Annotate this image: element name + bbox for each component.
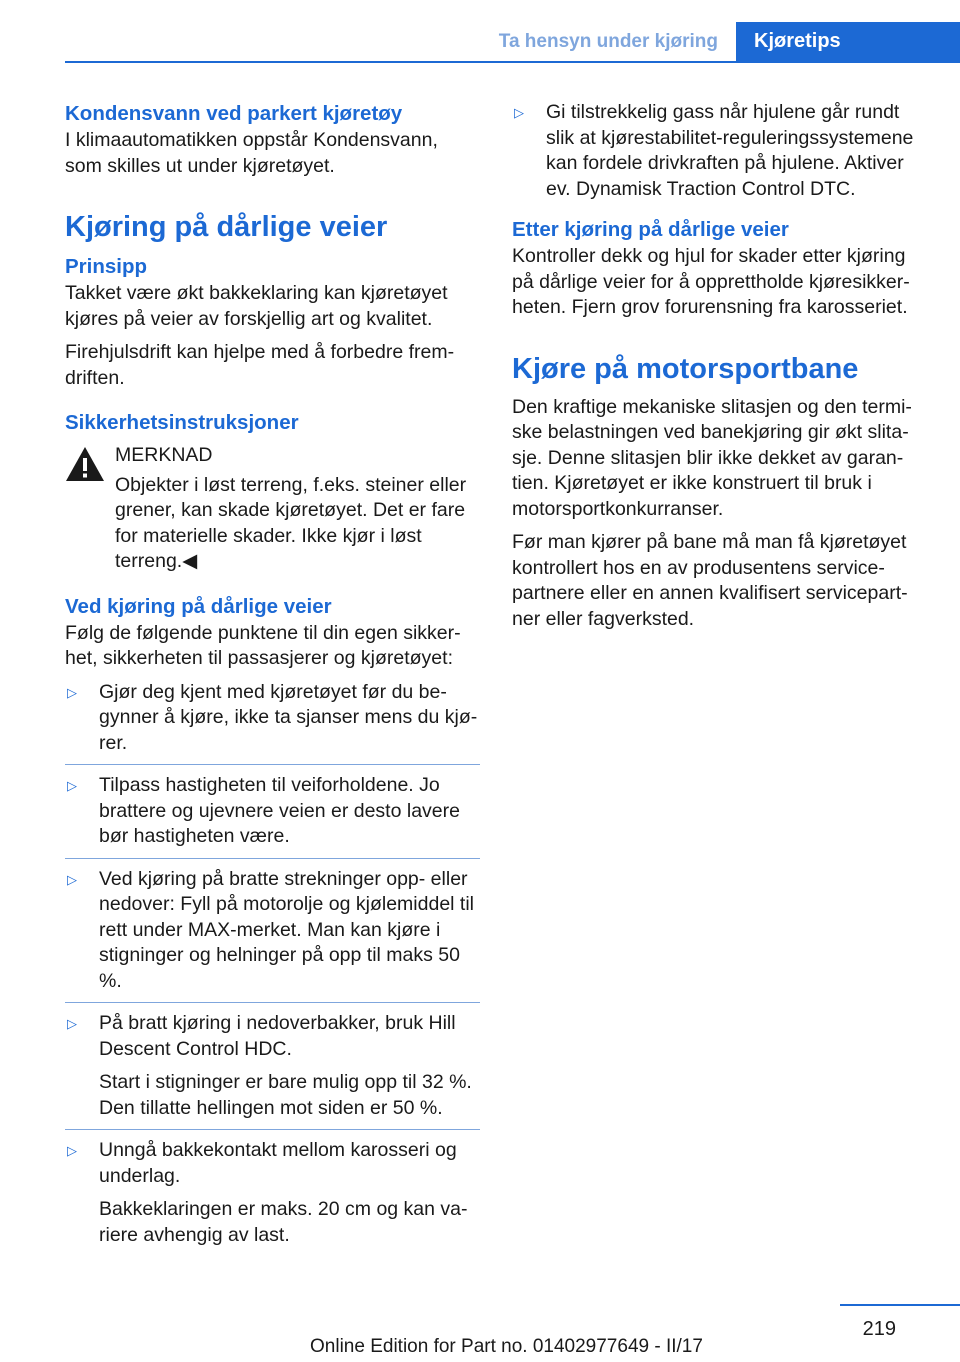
list-item-text: Unngå bakkekontakt mellom karosseri og underlag. bbox=[99, 1139, 457, 1187]
principle-text-2: Firehjulsdrift kan hjelpe med å forbedre frem- driften. bbox=[65, 341, 455, 389]
bad-roads-heading: Ved kjøring på dårlige veier bbox=[65, 594, 332, 618]
after-bad-roads-section bbox=[512, 216, 927, 321]
right-column bbox=[512, 100, 927, 640]
edition-footer: Online Edition for Part no. 01402977649 - II/17 bbox=[310, 1336, 703, 1357]
list-item bbox=[65, 680, 480, 757]
safety-section bbox=[65, 409, 480, 575]
bad-roads-intro: Følg de følgende punktene til din egen sikker- het, sikkerheten til passasjerer og kjøretøyet: bbox=[65, 621, 461, 669]
motorsport-text-2: Før man kjører på bane må man få kjøretøyet kontrollert hos en av produsentens service- partnere eller en annen kvalifisert servicepart- ner eller fagverksted. bbox=[512, 531, 908, 630]
motorsport-heading: Kjøre på motorsportbane bbox=[512, 352, 859, 385]
list-item bbox=[65, 867, 480, 995]
principle-heading: Prinsipp bbox=[65, 255, 148, 278]
page-number: 219 bbox=[862, 1318, 896, 1340]
list-item bbox=[512, 100, 927, 202]
chapter-tab: Kjøretips bbox=[736, 22, 960, 62]
list-divider bbox=[65, 1002, 480, 1003]
header-rule bbox=[65, 61, 960, 63]
notice-label: MERKNAD bbox=[115, 444, 213, 466]
footer-rule bbox=[840, 1304, 960, 1306]
list-item-text: Tilpass hastigheten til veiforholdene. Jo brattere og ujevnere veien er desto lavere bør hastigheten være. bbox=[99, 774, 460, 847]
main-heading: Kjøring på dårlige veier bbox=[65, 211, 388, 243]
triangle-bullet-icon: ▷ bbox=[67, 871, 77, 887]
condensation-section bbox=[65, 100, 480, 179]
list-item-text: Gjør deg kjent med kjøretøyet før du be- gynner å kjøre, ikke ta sjanser mens du kjø- rer. bbox=[99, 680, 478, 754]
list-divider bbox=[65, 858, 480, 859]
left-column bbox=[65, 100, 480, 1256]
condensation-text: I klimaautomatikken oppstår Kondensvann, som skilles ut under kjøretøyet. bbox=[65, 129, 438, 177]
after-bad-roads-text: Kontroller dekk og hjul for skader etter kjøring på dårlige veier for å opprettholde kjøresikker- heten. Fjern grov forurensning fra karosseriet. bbox=[512, 245, 910, 318]
triangle-bullet-icon: ▷ bbox=[67, 684, 77, 700]
after-bad-roads-heading: Etter kjøring på dårlige veier bbox=[512, 218, 789, 241]
list-divider bbox=[65, 1129, 480, 1130]
triangle-bullet-icon: ▷ bbox=[67, 778, 77, 793]
triangle-bullet-icon: ▷ bbox=[514, 105, 524, 120]
list-item bbox=[65, 1138, 480, 1248]
condensation-heading: Kondensvann ved parkert kjøretøy bbox=[65, 102, 403, 125]
triangle-bullet-icon: ▷ bbox=[67, 1143, 77, 1158]
list-item-text: På bratt kjøring i nedoverbakker, bruk Hill Descent Control HDC. bbox=[99, 1012, 456, 1060]
principle-text-1: Takket være økt bakkeklaring kan kjøretøyet kjøres på veier av forskjellig art og kvalitet. bbox=[65, 282, 448, 330]
notice-text-body: Objekter i løst terreng, f.eks. steiner eller grener, kan skade kjøretøyet. Det er fare for materielle skader. Ikke kjør i løst terreng.◀ bbox=[115, 473, 467, 572]
triangle-bullet-icon: ▷ bbox=[67, 1016, 77, 1031]
safety-heading: Sikkerhetsinstruksjoner bbox=[65, 411, 299, 434]
list-item-text: Ved kjøring på bratte strekninger opp- eller nedover: Fyll på motorolje og kjølemiddel til rett under MAX-merket. Man kan kjøre i stigninger og helninger på opp til maks 50 %. bbox=[99, 867, 474, 992]
page-header bbox=[0, 0, 960, 64]
list-item bbox=[65, 1011, 480, 1121]
notice-text bbox=[65, 473, 480, 575]
list-divider bbox=[65, 764, 480, 765]
list-item-text: Gi tilstrekkelig gass når hjulene går rundt slik at kjørestabilitet-reguleringssystemene kan fordele drivkraften på hjulene. Aktiver ev. Dynamisk Traction Control DTC. bbox=[546, 101, 914, 200]
principle-section bbox=[65, 253, 480, 391]
motorsport-text-1: Den kraftige mekaniske slitasjen og den termi- ske belastningen ved banekjøring gir økt slita- sje. Denne slitasjen blir ikke dekket av garan- tien. Kjøretøyet er ikke konstruert til bruk i motorsportkonkurranser. bbox=[512, 395, 912, 520]
bad-roads-section bbox=[65, 593, 480, 1249]
list-item-subtext: Start i stigninger er bare mulig opp til 32 %. Den tillatte hellingen mot siden er 50 %. bbox=[99, 1071, 472, 1119]
warning-triangle-icon bbox=[65, 446, 105, 482]
notice-box bbox=[65, 443, 480, 575]
section-title: Ta hensyn under kjøring bbox=[498, 31, 718, 52]
continued-list bbox=[512, 100, 927, 202]
list-item-subtext: Bakkeklaringen er maks. 20 cm og kan va- riere avhengig av last. bbox=[99, 1198, 468, 1246]
bad-roads-list bbox=[65, 680, 480, 1249]
list-item bbox=[65, 773, 480, 850]
